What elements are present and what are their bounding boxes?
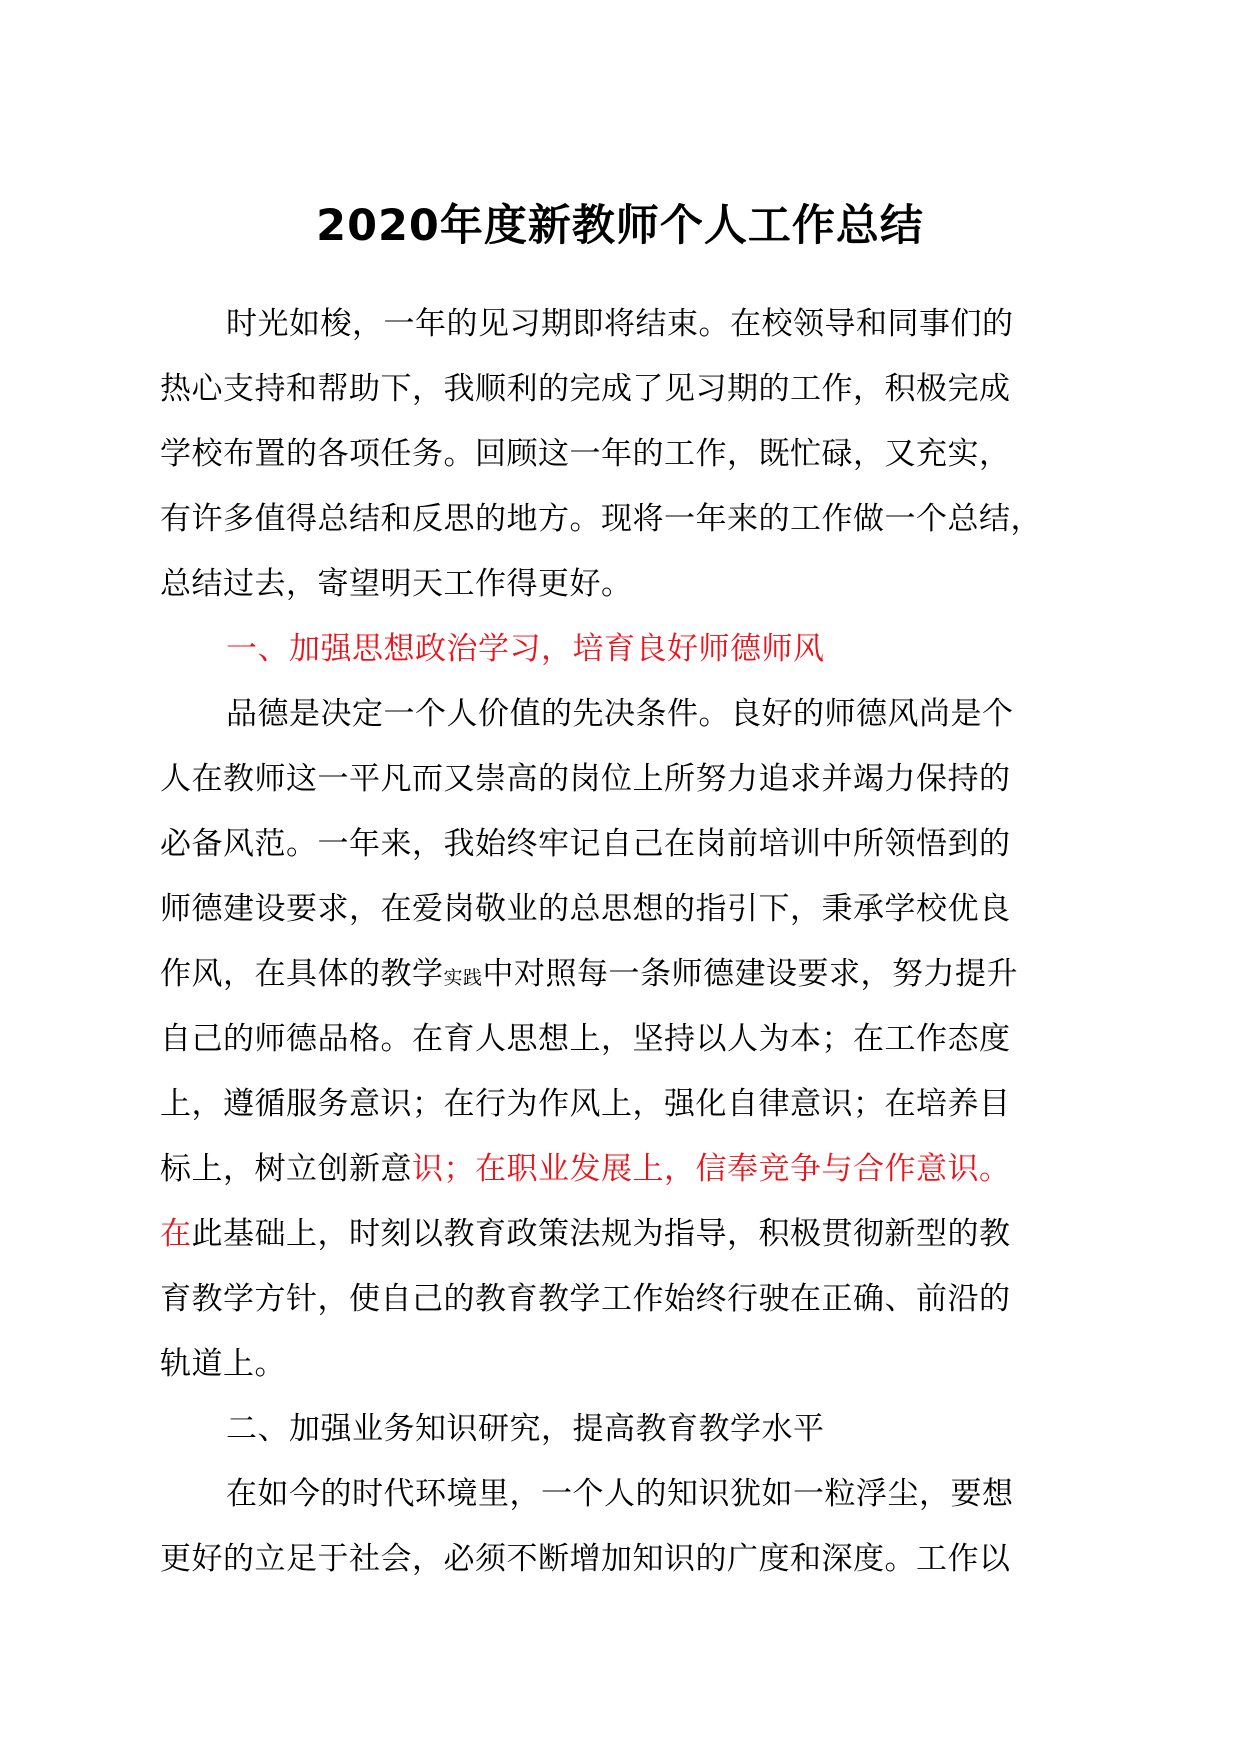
paragraph-line: 育教学方针，使自己的教育教学工作始终行驶在正确、前沿的: [160, 1281, 1011, 1317]
paragraph-line: 在如今的时代环境里，一个人的知识犹如一粒浮尘，要想: [226, 1476, 1014, 1512]
paragraph-line: 热心支持和帮助下，我顺利的完成了见习期的工作，积极完成: [160, 371, 1011, 407]
section-heading-2: 二、加强业务知识研究，提高教育教学水平: [226, 1411, 825, 1447]
small-text-run: 实践: [443, 967, 483, 989]
highlighted-text-run: 在: [160, 1216, 192, 1252]
paragraph-line: 必备风范。一年来，我始终牢记自己在岗前培训中所领悟到的: [160, 826, 1011, 862]
text-run: 此基础上，时刻以教育政策法规为指导，积极贯彻新型的教: [191, 1216, 1011, 1252]
paragraph-line: 品德是决定一个人价值的先决条件。良好的师德风尚是个: [226, 696, 1014, 732]
document-body: [160, 292, 1120, 1592]
paragraph-line: [160, 1137, 1120, 1202]
document-title: 2020年度新教师个人工作总结: [316, 201, 924, 251]
paragraph-line: 更好的立足于社会，必须不断增加知识的广度和深度。工作以: [160, 1541, 1011, 1577]
text-run: 作风，在具体的教学: [160, 956, 444, 992]
paragraph-line: 人在教师这一平凡而又崇高的岗位上所努力追求并竭力保持的: [160, 761, 1011, 797]
paragraph-line: 轨道上。: [160, 1346, 286, 1382]
paragraph-line: 自己的师德品格。在育人思想上，坚持以人为本；在工作态度: [160, 1021, 1011, 1057]
paragraph-line: [160, 942, 1120, 1007]
paragraph-line: 学校布置的各项任务。回顾这一年的工作，既忙碌，又充实，: [160, 436, 1011, 472]
paragraph-line: [160, 1202, 1120, 1267]
text-run: 中对照每一条师德建设要求，努力提升: [482, 956, 1019, 992]
text-run: 标上，树立创新意: [160, 1151, 412, 1187]
paragraph-line: 时光如梭，一年的见习期即将结束。在校领导和同事们的: [226, 306, 1014, 342]
paragraph-line: 师德建设要求，在爱岗敬业的总思想的指引下，秉承学校优良: [160, 891, 1011, 927]
paragraph-line: 总结过去，寄望明天工作得更好。: [160, 566, 633, 602]
section-heading-1: 一、加强思想政治学习，培育良好师德师风: [226, 631, 825, 667]
paragraph-line: 上，遵循服务意识；在行为作风上，强化自律意识；在培养目: [160, 1086, 1011, 1122]
paragraph-line: 有许多值得总结和反思的地方。现将一年来的工作做一个总结，: [160, 501, 1042, 537]
highlighted-text-run: 识；在职业发展上，信奉竞争与合作意识。: [412, 1151, 1011, 1187]
